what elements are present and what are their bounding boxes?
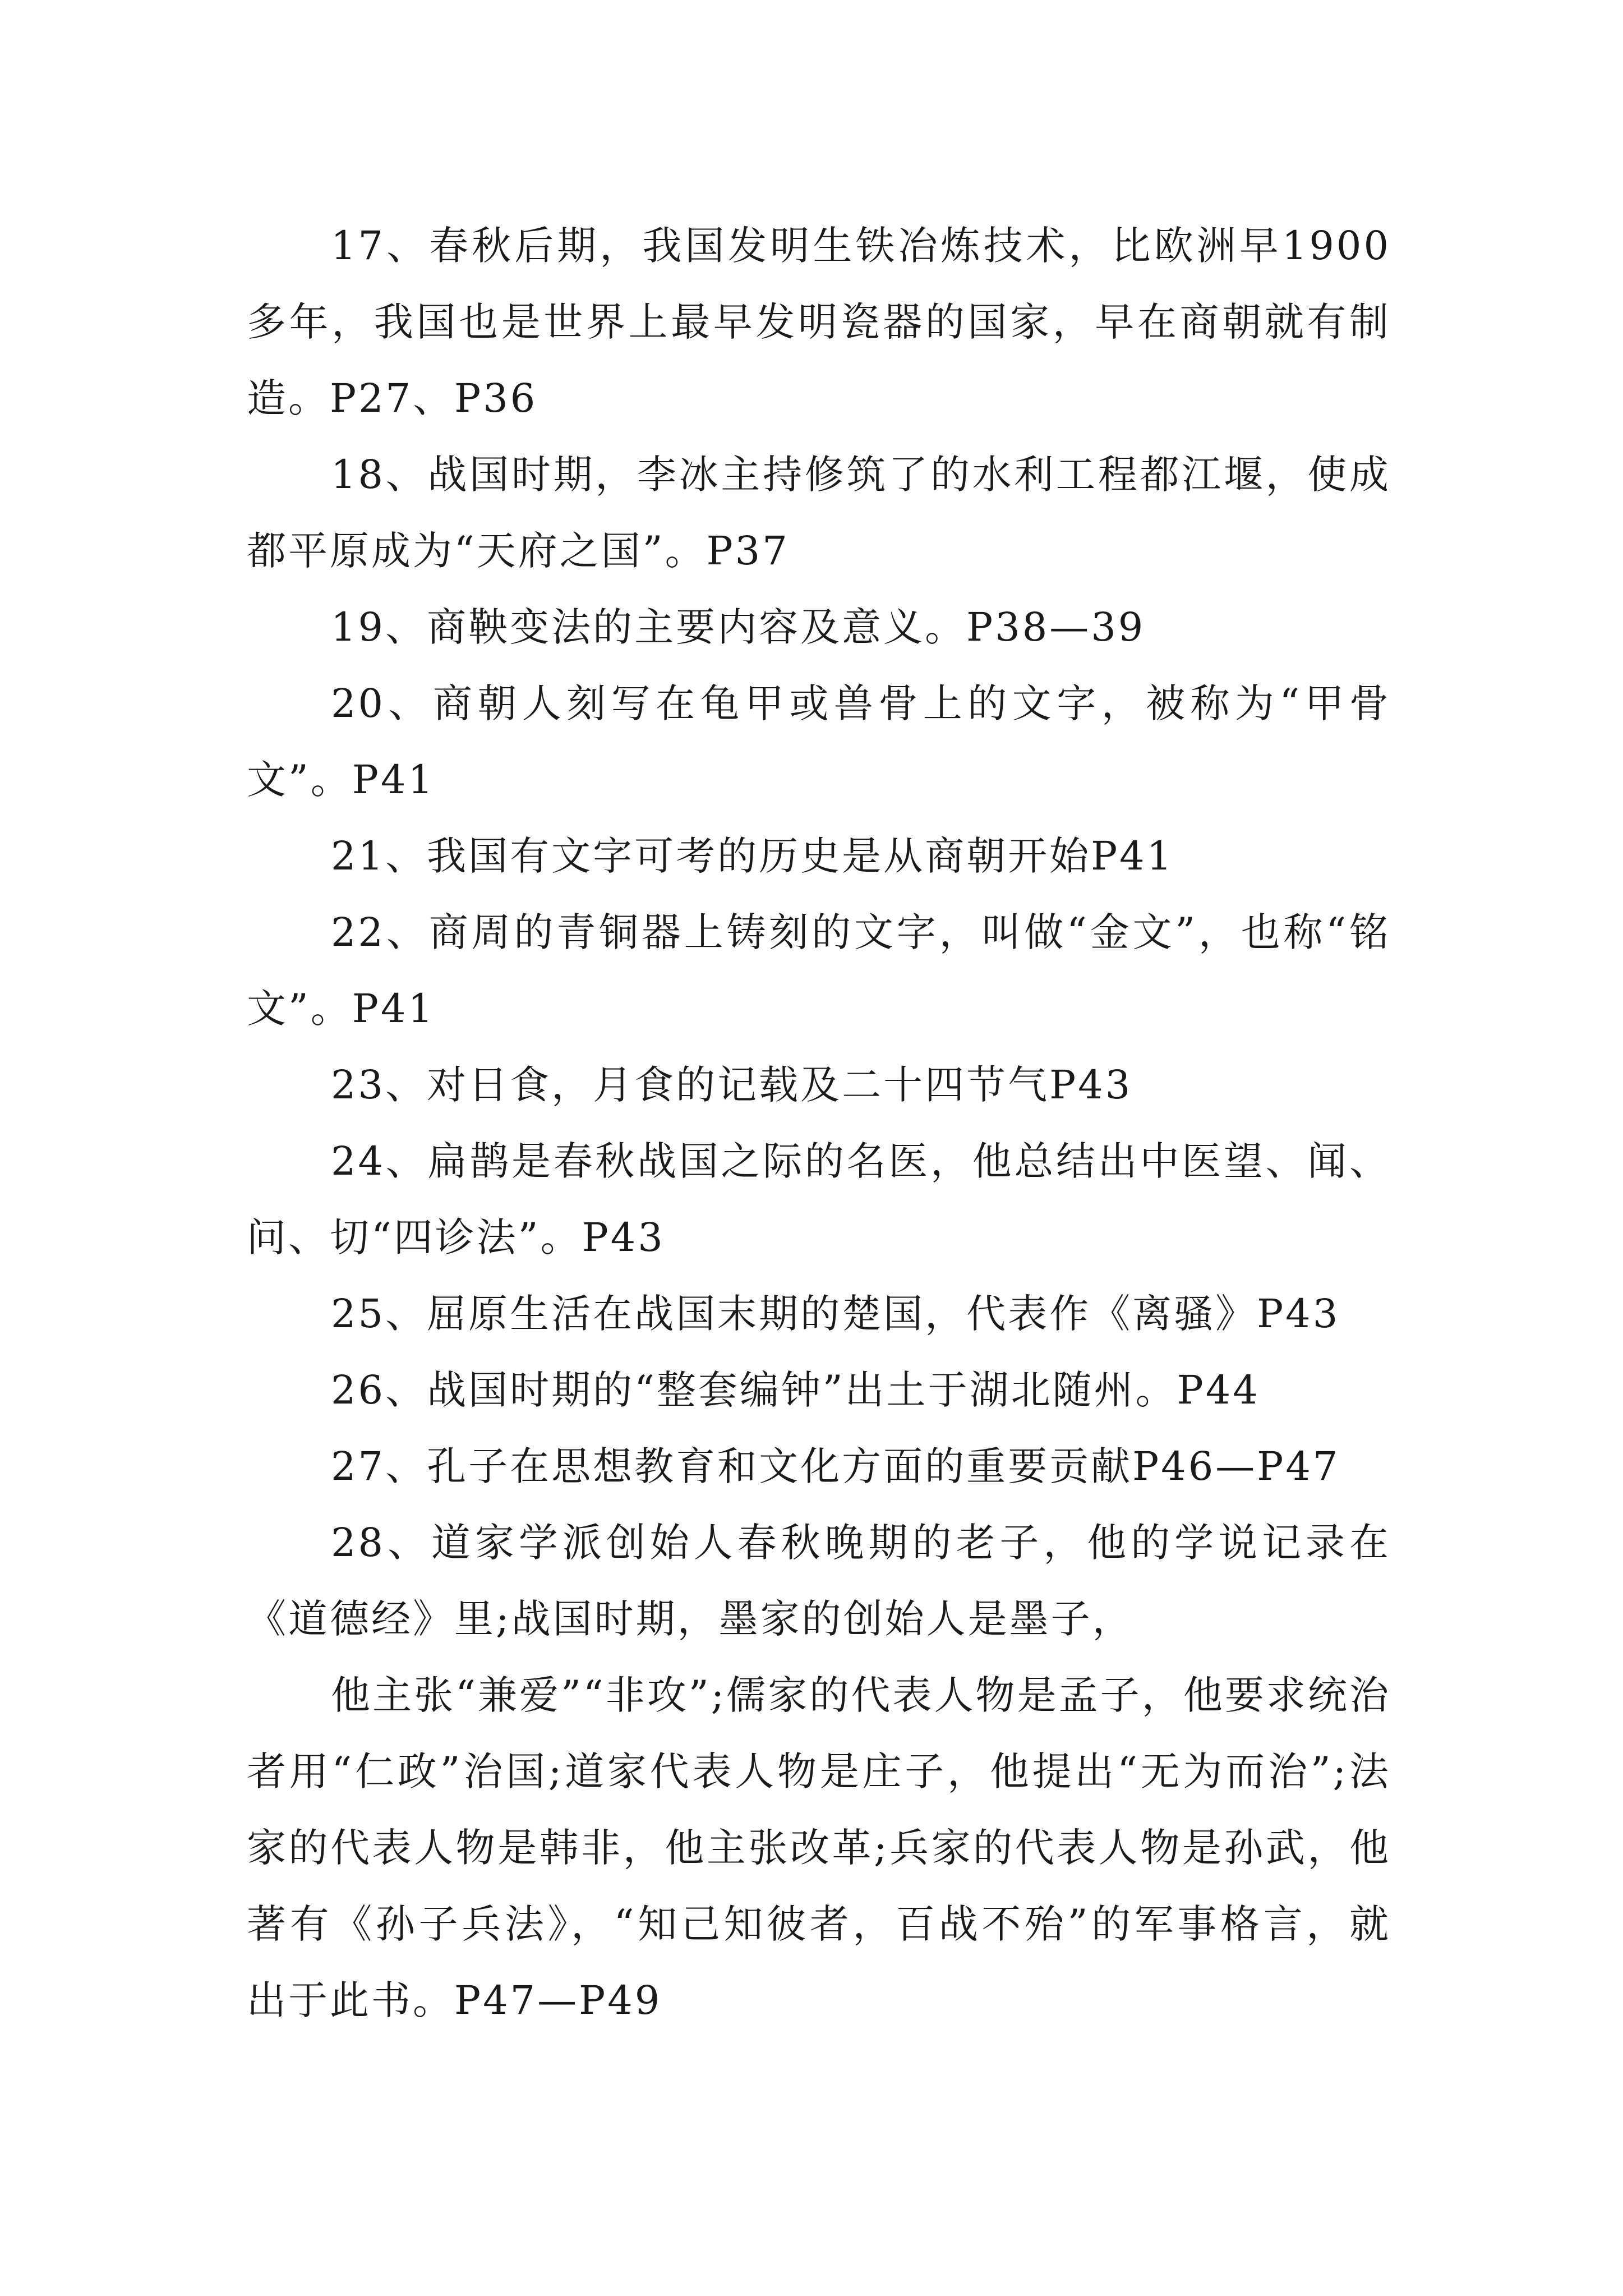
- paragraph-24: 24、扁鹊是春秋战国之际的名医，他总结出中医望、闻、问、切“四诊法”。P43: [247, 1138, 1391, 1260]
- paragraph-28: 28、道家学派创始人春秋晚期的老子，他的学说记录在《道德经》里;战国时期，墨家的创始人是墨子，: [247, 1520, 1391, 1642]
- paragraph-21: 21、我国有文字可考的历史是从商朝开始P41: [331, 833, 1174, 879]
- paragraph-20: 20、商朝人刻写在龟甲或兽骨上的文字，被称为“甲骨文”。P41: [247, 680, 1391, 803]
- paragraph-19: 19、商鞅变法的主要内容及意义。P38—39: [331, 604, 1146, 650]
- paragraph-26: 26、战国时期的“整套编钟”出土于湖北随州。P44: [331, 1367, 1260, 1413]
- paragraph-22: 22、商周的青铜器上铸刻的文字，叫做“金文”，也称“铭文”。P41: [247, 909, 1391, 1032]
- paragraph-27: 27、孔子在思想教育和文化方面的重要贡献P46—P47: [331, 1443, 1340, 1489]
- paragraph-23: 23、对日食，月食的记载及二十四节气P43: [331, 1062, 1133, 1108]
- document-body: [247, 208, 1391, 2039]
- paragraph-18: 18、战国时期，李冰主持修筑了的水利工程都江堰，使成都平原成为“天府之国”。P37: [247, 452, 1391, 574]
- paragraph-25: 25、屈原生活在战国末期的楚国，代表作《离骚》P43: [331, 1291, 1340, 1337]
- paragraph-28-continued: 他主张“兼爱”“非攻”;儒家的代表人物是孟子，他要求统治者用“仁政”治国;道家代表人物是庄子，他提出“无为而治”;法家的代表人物是韩非，他主张改革;兵家的代表人物是孙武，他著有《孙子兵法》，“知己知彼者，百战不殆”的军事格言，就出于此书。P47—P49: [247, 1672, 1391, 2023]
- paragraph-17: 17、春秋后期，我国发明生铁冶炼技术，比欧洲早1900多年，我国也是世界上最早发明瓷器的国家，早在商朝就有制造。P27、P36: [247, 223, 1391, 421]
